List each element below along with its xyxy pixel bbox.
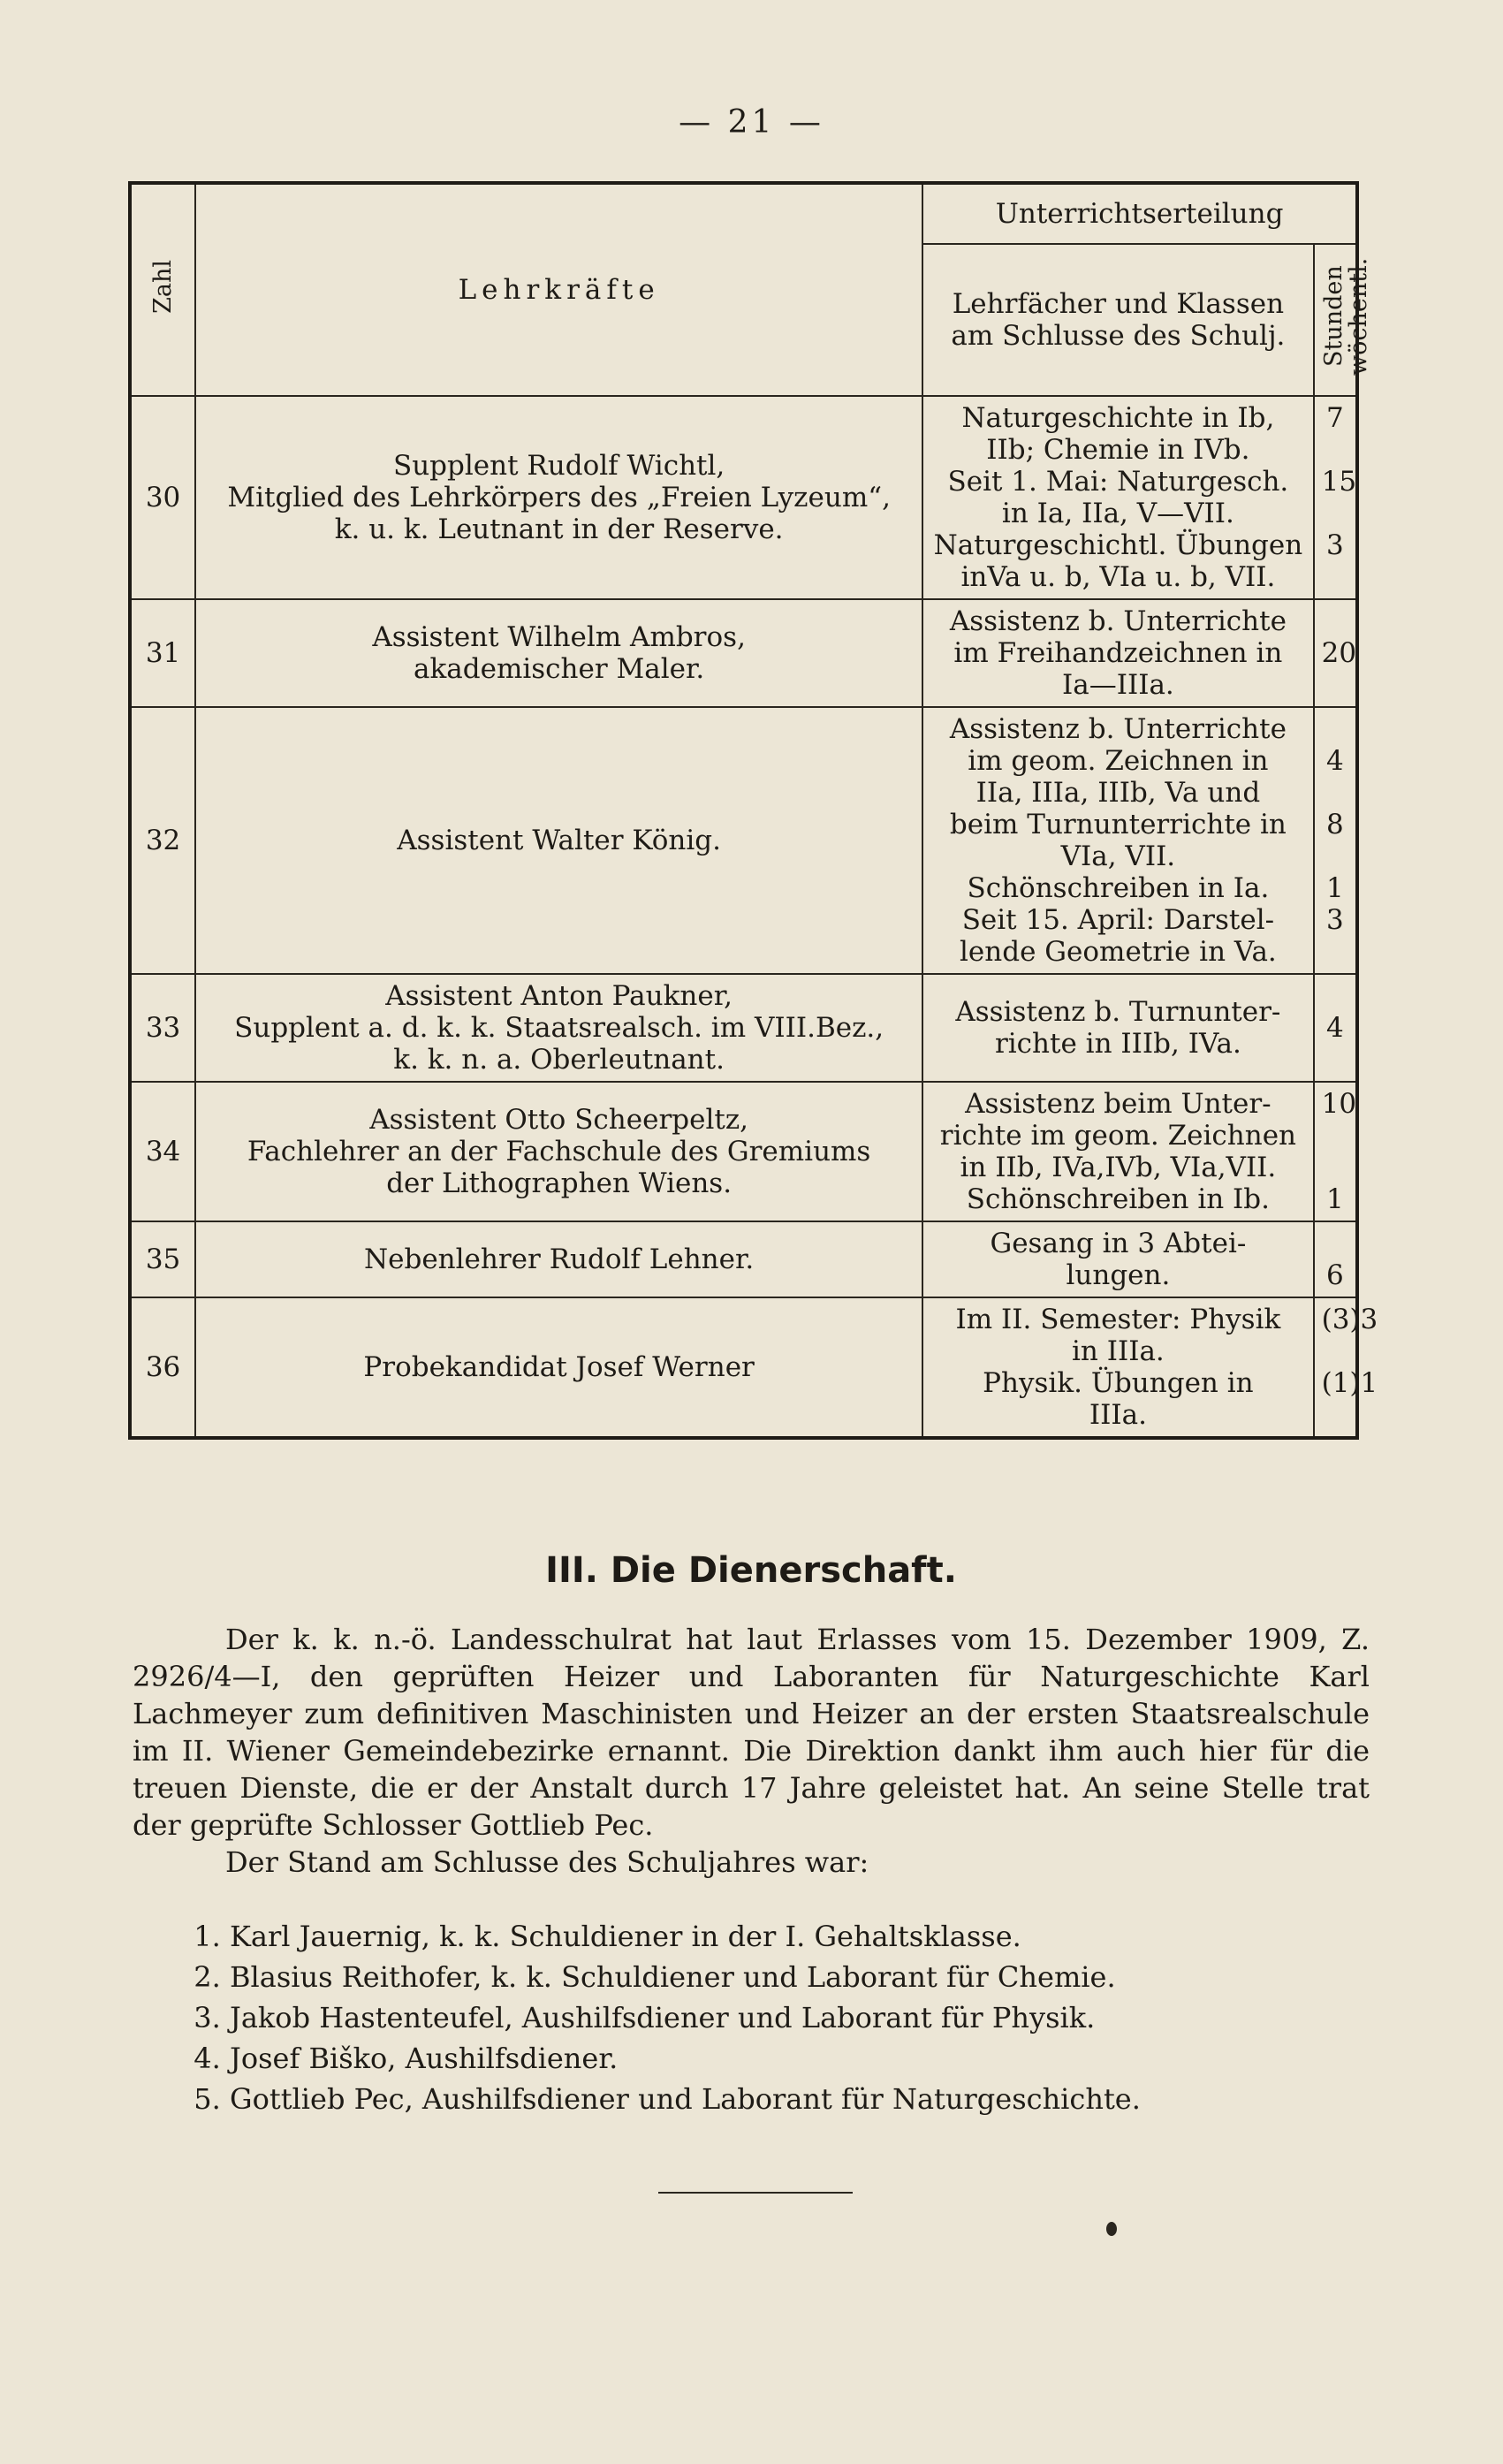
hours-value: [1322, 1335, 1348, 1367]
row-hours: [1314, 974, 1357, 1082]
row-hours: [1314, 599, 1357, 707]
ink-spot: [1106, 2222, 1117, 2236]
table-row: [130, 974, 1357, 1082]
row-hours: [1314, 1082, 1357, 1221]
subject-line: Ia—IIIa.: [1061, 669, 1174, 701]
header-hours: Stunden wöchentl.: [1314, 244, 1357, 396]
subject-line: in Ia, IIa, V—VII.: [1001, 498, 1234, 529]
table-row: [130, 1082, 1357, 1221]
teacher-line: Nebenlehrer Rudolf Lehner.: [364, 1243, 755, 1275]
teacher-line: k. u. k. Leutnant in der Reserve.: [334, 513, 784, 545]
row-number: 33: [130, 974, 195, 1082]
hours-value: [1322, 434, 1348, 466]
teacher-line: Mitglied des Lehrkörpers des „Freien Lyzeum“,: [227, 482, 891, 513]
hours-value: [1322, 1120, 1348, 1152]
row-number: 35: [130, 1221, 195, 1297]
teacher-line: k. k. n. a. Oberleutnant.: [393, 1044, 725, 1076]
subject-line: IIIa.: [1089, 1399, 1147, 1431]
hours-value: [1322, 498, 1348, 529]
subject-line: beim Turnunterrichte in: [949, 809, 1287, 840]
header-teachers: Lehrkräfte: [195, 183, 922, 396]
subject-line: IIa, IIIa, IIIb, Va und: [975, 777, 1261, 809]
row-teacher: [195, 1221, 922, 1297]
hours-value: 3: [1325, 904, 1344, 936]
row-number: 30: [130, 396, 195, 599]
row-hours: [1314, 396, 1357, 599]
section-paragraphs: [133, 1621, 1370, 1881]
hours-value: [1322, 840, 1348, 872]
row-number: 36: [130, 1297, 195, 1438]
row-teacher: [195, 1297, 922, 1438]
subject-line: richte in IIIb, IVa.: [994, 1028, 1241, 1060]
row-teacher: [195, 1082, 922, 1221]
hours-value: 4: [1325, 745, 1344, 777]
hours-value: (3)3: [1321, 1304, 1378, 1335]
hours-value: 8: [1325, 809, 1344, 840]
staff-list: [133, 1916, 1370, 2119]
teacher-line: der Lithographen Wiens.: [386, 1167, 733, 1199]
subject-line: Im II. Semester: Physik: [955, 1304, 1281, 1335]
teacher-line: Assistent Walter König.: [397, 825, 721, 856]
hours-value: 6: [1325, 1259, 1344, 1291]
paragraph-status: Der Stand am Schlusse des Schuljahres war:: [225, 1845, 869, 1879]
header-number: Zahl: [130, 183, 195, 396]
teacher-line: Supplent Rudolf Wichtl,: [392, 450, 725, 482]
hours-value: [1322, 1152, 1348, 1183]
table-row: [130, 1221, 1357, 1297]
hours-value: (1)1: [1321, 1367, 1378, 1399]
subject-line: richte im geom. Zeichnen: [939, 1120, 1297, 1152]
table-row: [130, 599, 1357, 707]
list-item: 5. Gottlieb Pec, Aushilfsdiener und Laborant für Naturgeschichte.: [230, 2079, 1370, 2119]
table-row: [130, 1297, 1357, 1438]
teacher-line: Supplent a. d. k. k. Staatsrealsch. im VIII.Bez.,: [234, 1012, 884, 1044]
hours-value: [1322, 605, 1348, 637]
row-subjects: [922, 707, 1313, 974]
divider: [658, 2192, 853, 2194]
subject-line: IIb; Chemie in IVb.: [986, 434, 1250, 466]
paragraph-appointment: Der k. k. n.-ö. Landesschulrat hat laut Erlasses vom 15. Dezember 1909, Z. 2926/4—I, den geprüften Heizer und Laboranten für Naturgeschichte Karl Lachmeyer zum definitiven Maschinisten und Heizer an der ersten Staatsrealschule im II. Wiener Gemeindebezirke ernannt. Die Direktion dankt ihm auch hier für die treuen Dienste, die er der Anstalt durch 17 Jahre geleistet hat. An seine Stelle trat der geprüfte Schlosser Gottlieb Pec.: [133, 1623, 1370, 1842]
hours-value: [1322, 1228, 1348, 1259]
row-hours: [1314, 1297, 1378, 1438]
row-hours: [1314, 707, 1357, 974]
row-subjects: [922, 1221, 1313, 1297]
teacher-line: Fachlehrer an der Fachschule des Gremiums: [247, 1136, 871, 1167]
hours-value: [1322, 561, 1348, 593]
subject-line: lungen.: [1066, 1259, 1171, 1291]
subject-line: in IIIa.: [1071, 1335, 1165, 1367]
row-number: 34: [130, 1082, 195, 1221]
row-teacher: [195, 396, 922, 599]
teacher-line: Assistent Wilhelm Ambros,: [372, 621, 746, 653]
row-subjects: [922, 599, 1313, 707]
row-teacher: [195, 974, 922, 1082]
header-distribution: Unterrichtserteilung: [922, 183, 1357, 244]
hours-value: 1: [1325, 872, 1344, 904]
subject-line: Assistenz b. Unterrichte: [949, 713, 1287, 745]
teacher-table: [128, 181, 1378, 1440]
subject-line: Naturgeschichte in Ib,: [961, 402, 1275, 434]
subject-line: Gesang in 3 Abtei-: [990, 1228, 1247, 1259]
teacher-line: Assistent Otto Scheerpeltz,: [369, 1104, 749, 1136]
subject-line: lende Geometrie in Va.: [960, 936, 1277, 968]
subject-line: Assistenz beim Unter-: [965, 1088, 1271, 1120]
teacher-line: Probekandidat Josef Werner: [363, 1351, 755, 1383]
teacher-line: Assistent Anton Paukner,: [385, 980, 733, 1012]
list-item: 4. Josef Biško, Aushilfsdiener.: [230, 2038, 1370, 2079]
teacher-line: akademischer Maler.: [414, 653, 705, 685]
row-subjects: [922, 1082, 1313, 1221]
subject-line: Assistenz b. Turnunter-: [955, 996, 1281, 1028]
hours-value: [1322, 669, 1348, 701]
hours-value: 15: [1321, 466, 1357, 498]
row-teacher: [195, 599, 922, 707]
row-number: 32: [130, 707, 195, 974]
row-hours: [1314, 1221, 1357, 1297]
subject-line: Naturgeschichtl. Übungen: [933, 529, 1303, 561]
subject-line: im Freihandzeichnen in: [953, 637, 1283, 669]
hours-value: 20: [1321, 637, 1357, 669]
subject-line: Schönschreiben in Ia.: [967, 872, 1270, 904]
row-subjects: [922, 974, 1313, 1082]
subject-line: inVa u. b, VIa u. b, VII.: [960, 561, 1276, 593]
list-item: 1. Karl Jauernig, k. k. Schuldiener in der I. Gehaltsklasse.: [230, 1916, 1370, 1957]
row-teacher: [195, 707, 922, 974]
row-number: 31: [130, 599, 195, 707]
subject-line: Seit 15. April: Darstel-: [961, 904, 1275, 936]
hours-value: [1322, 713, 1348, 745]
row-subjects: [922, 1297, 1313, 1438]
subject-line: Assistenz b. Unterrichte: [949, 605, 1287, 637]
hours-value: 1: [1325, 1183, 1344, 1215]
subject-line: Physik. Übungen in: [983, 1367, 1254, 1399]
list-item: 3. Jakob Hastenteufel, Aushilfsdiener und Laborant für Physik.: [230, 1997, 1370, 2038]
subject-line: im geom. Zeichnen in: [968, 745, 1269, 777]
row-subjects: [922, 396, 1313, 599]
table-row: [130, 707, 1357, 974]
hours-value: [1322, 777, 1348, 809]
page-number: — 21 —: [679, 104, 824, 141]
hours-value: 3: [1325, 529, 1344, 561]
hours-value: [1322, 936, 1348, 968]
header-subjects: Lehrfächer und Klassen am Schlusse des Schulj.: [922, 244, 1313, 396]
hours-value: 4: [1325, 1012, 1344, 1044]
subject-line: VIa, VII.: [1060, 840, 1176, 872]
list-item: 2. Blasius Reithofer, k. k. Schuldiener und Laborant für Chemie.: [230, 1957, 1370, 1997]
table-body: [130, 396, 1378, 1438]
hours-value: 10: [1321, 1088, 1357, 1120]
hours-value: 7: [1325, 402, 1344, 434]
subject-line: Seit 1. Mai: Naturgesch.: [947, 466, 1289, 498]
table-row: [130, 396, 1357, 599]
section-title: III. Die Dienerschaft.: [545, 1550, 957, 1591]
subject-line: Schönschreiben in Ib.: [966, 1183, 1270, 1215]
subject-line: in IIb, IVa,IVb, VIa,VII.: [960, 1152, 1277, 1183]
hours-value: [1322, 1399, 1348, 1431]
